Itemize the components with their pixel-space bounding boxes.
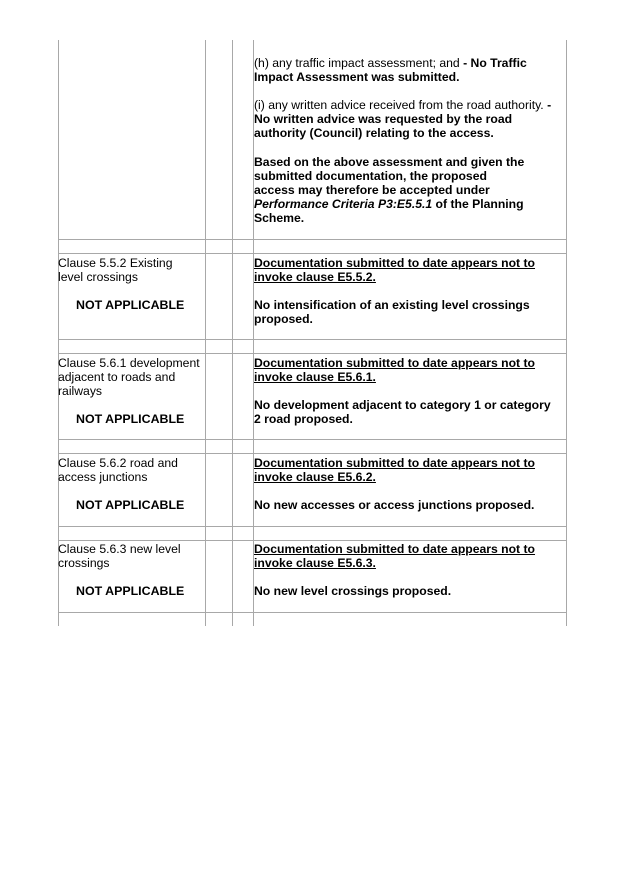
row-divider [58, 339, 567, 340]
criterion-h-finding-cont: Impact Assessment was submitted. [254, 70, 460, 84]
column-divider [205, 40, 206, 626]
conclusion-line: submitted documentation, the proposed [254, 169, 487, 183]
documentation-note: invoke clause E5.6.3. [254, 556, 376, 570]
conclusion-line-rest: of the Planning [432, 197, 524, 211]
criterion-i-label: (i) any written advice received from the road authority. [254, 98, 548, 112]
status-label: NOT APPLICABLE [76, 498, 185, 512]
criterion-i-finding-cont: authority (Council) relating to the access. [254, 126, 494, 140]
clause-title: crossings [58, 556, 110, 570]
clause-title: access junctions [58, 470, 148, 484]
table-border-left [58, 40, 59, 626]
row-divider [58, 353, 567, 354]
clause-title: Clause 5.5.2 Existing [58, 256, 173, 270]
criterion-h-text [254, 56, 527, 70]
row-divider [58, 253, 567, 254]
criterion-h-label: (h) any traffic impact assessment; and [254, 56, 464, 70]
conclusion-line: access may therefore be accepted under [254, 183, 490, 197]
documentation-note: Documentation submitted to date appears not to [254, 356, 536, 370]
clause-title: level crossings [58, 270, 138, 284]
clause-title: Clause 5.6.2 road and [58, 456, 178, 470]
status-label: NOT APPLICABLE [76, 584, 185, 598]
status-label: NOT APPLICABLE [76, 298, 185, 312]
conclusion-line: Scheme. [254, 211, 305, 225]
conclusion-line: Based on the above assessment and given the [254, 155, 525, 169]
conclusion-line [254, 197, 524, 211]
clause-title: railways [58, 384, 103, 398]
documentation-note: invoke clause E5.6.1. [254, 370, 376, 384]
row-divider [58, 439, 567, 440]
status-label: NOT APPLICABLE [76, 412, 185, 426]
finding-text: No new accesses or access junctions proposed. [254, 498, 535, 512]
row-divider [58, 526, 567, 527]
row-divider [58, 239, 567, 240]
performance-criteria-ref: Performance Criteria P3:E5.5.1 [254, 197, 433, 211]
criterion-i-text [254, 98, 551, 112]
row-divider [58, 612, 567, 613]
clause-title: Clause 5.6.1 development [58, 356, 200, 370]
row-divider [58, 540, 567, 541]
table-border-right [566, 40, 567, 626]
finding-text: 2 road proposed. [254, 412, 353, 426]
criterion-i-finding: - [547, 98, 552, 112]
column-divider [232, 40, 233, 626]
clause-title: Clause 5.6.3 new level [58, 542, 181, 556]
documentation-note: invoke clause E5.6.2. [254, 470, 376, 484]
finding-text: No development adjacent to category 1 or category [254, 398, 551, 412]
documentation-note: Documentation submitted to date appears not to [254, 456, 536, 470]
criterion-h-finding: - No Traffic [463, 56, 527, 70]
row-divider [58, 453, 567, 454]
finding-text: proposed. [254, 312, 313, 326]
clause-title: adjacent to roads and [58, 370, 176, 384]
criterion-i-finding-cont: No written advice was requested by the road [254, 112, 513, 126]
finding-text: No new level crossings proposed. [254, 584, 452, 598]
documentation-note: invoke clause E5.5.2. [254, 270, 376, 284]
documentation-note: Documentation submitted to date appears not to [254, 542, 536, 556]
documentation-note: Documentation submitted to date appears not to [254, 256, 536, 270]
finding-text: No intensification of an existing level crossings [254, 298, 530, 312]
